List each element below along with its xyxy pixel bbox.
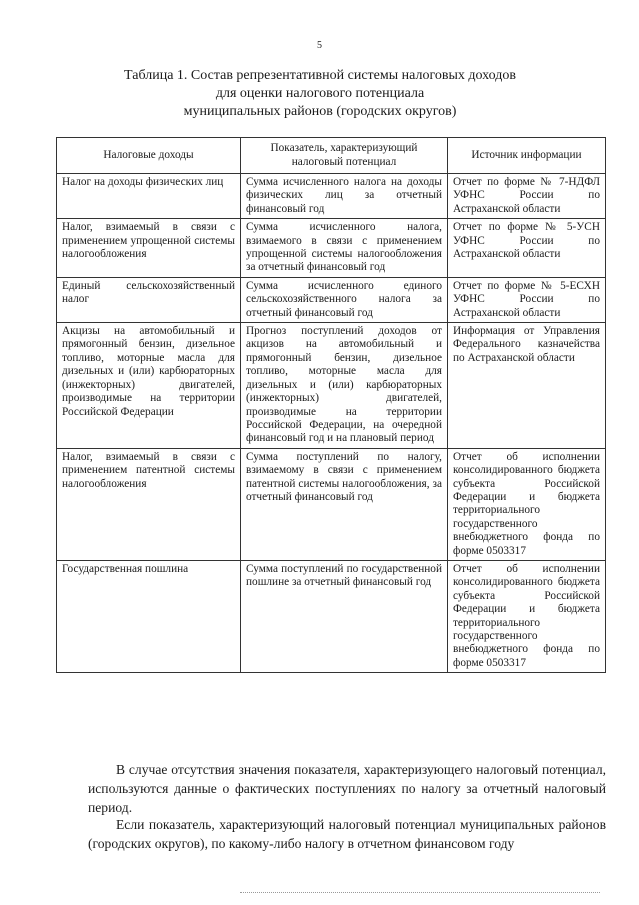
row-5-tax: Налог, взимаемый в связи с применением патентной системы налогообложения xyxy=(57,448,241,560)
row-4-source: Информация от Управления Федерального казначейства по Астраханской области xyxy=(448,323,606,449)
tax-revenue-table xyxy=(56,137,606,673)
row-1-source: Отчет по форме № 7-НДФЛ УФНС России по Астраханской области xyxy=(448,174,606,219)
row-2-tax: Налог, взимаемый в связи с применением упрощенной системы налогообложения xyxy=(57,219,241,278)
paragraph-missing-indicator xyxy=(88,760,606,817)
row-4-tax: Акцизы на автомобильный и прямогонный бензин, дизельное топливо, моторные масла для дизельных и (или) карбюраторных (инжекторных) двигателей, производимые на территории Российской Федерации xyxy=(57,323,241,449)
header-tax-revenues: Налоговые доходы xyxy=(57,138,241,174)
header-indicator: Показатель, характеризующий налоговый потенциал xyxy=(241,138,448,174)
table-row xyxy=(57,277,606,322)
row-5-source: Отчет об исполнении консолидированного бюджета субъекта Российской Федерации и бюджета территориального государственного внебюджетного фонда по форме 0503317 xyxy=(448,448,606,560)
row-2-indicator: Сумма исчисленного налога, взимаемого в связи с применением упрощенной системы налогообложения за отчетный финансовый год xyxy=(241,219,448,278)
table-header-row xyxy=(57,138,606,174)
row-3-source: Отчет по форме № 5-ЕСХН УФНС России по Астраханской области xyxy=(448,277,606,322)
row-1-tax: Налог на доходы физических лиц xyxy=(57,174,241,219)
row-3-tax: Единый сельскохозяйственный налог xyxy=(57,277,241,322)
row-6-indicator: Сумма поступлений по государственной пошлине за отчетный финансовый год xyxy=(241,560,448,672)
table-row xyxy=(57,323,606,449)
table-title-line-1: Таблица 1. Состав репрезентативной системы налоговых доходов xyxy=(124,68,516,83)
table-title xyxy=(60,67,580,121)
table-title-line-3: муниципальных районов (городских округов) xyxy=(183,104,457,119)
table-row xyxy=(57,219,606,278)
table-row xyxy=(57,448,606,560)
row-3-indicator: Сумма исчисленного единого сельскохозяйственного налога за отчетный финансовый год xyxy=(241,277,448,322)
paragraph-1-text: В случае отсутствия значения показателя, характеризующего налоговый потенциал, используются данные о фактических поступлениях по налогу за отчетный налоговый период. xyxy=(88,762,606,815)
row-4-indicator: Прогноз поступлений доходов от акцизов на автомобильный и прямогонный бензин, дизельное топливо, моторные масла для дизельных и (или) карбюраторных (инжекторных) двигателей, производимые на территории Российской Федерации, на очередной финансовый год и на плановый период xyxy=(241,323,448,449)
table-title-line-2: для оценки налогового потенциала xyxy=(215,86,425,101)
row-6-tax: Государственная пошлина xyxy=(57,560,241,672)
row-1-indicator: Сумма исчисленного налога на доходы физических лиц за отчетный финансовый год xyxy=(241,174,448,219)
paragraph-2-text: Если показатель, характеризующий налоговый потенциал муниципальных районов (городских округов), по какому-либо налогу в отчетном финансовом году xyxy=(88,817,606,851)
row-2-source: Отчет по форме № 5-УСН УФНС России по Астраханской области xyxy=(448,219,606,278)
row-5-indicator: Сумма поступлений по налогу, взимаемому в связи с применением патентной системы налогообложения, за отчетный финансовый год xyxy=(241,448,448,560)
paragraph-continuation xyxy=(88,815,606,853)
table-row xyxy=(57,560,606,672)
footer-divider xyxy=(240,892,600,893)
page-number: 5 xyxy=(317,40,322,51)
table-row xyxy=(57,174,606,219)
header-source: Источник информации xyxy=(448,138,606,174)
row-6-source: Отчет об исполнении консолидированного бюджета субъекта Российской Федерации и бюджета территориального государственного внебюджетного фонда по форме 0503317 xyxy=(448,560,606,672)
